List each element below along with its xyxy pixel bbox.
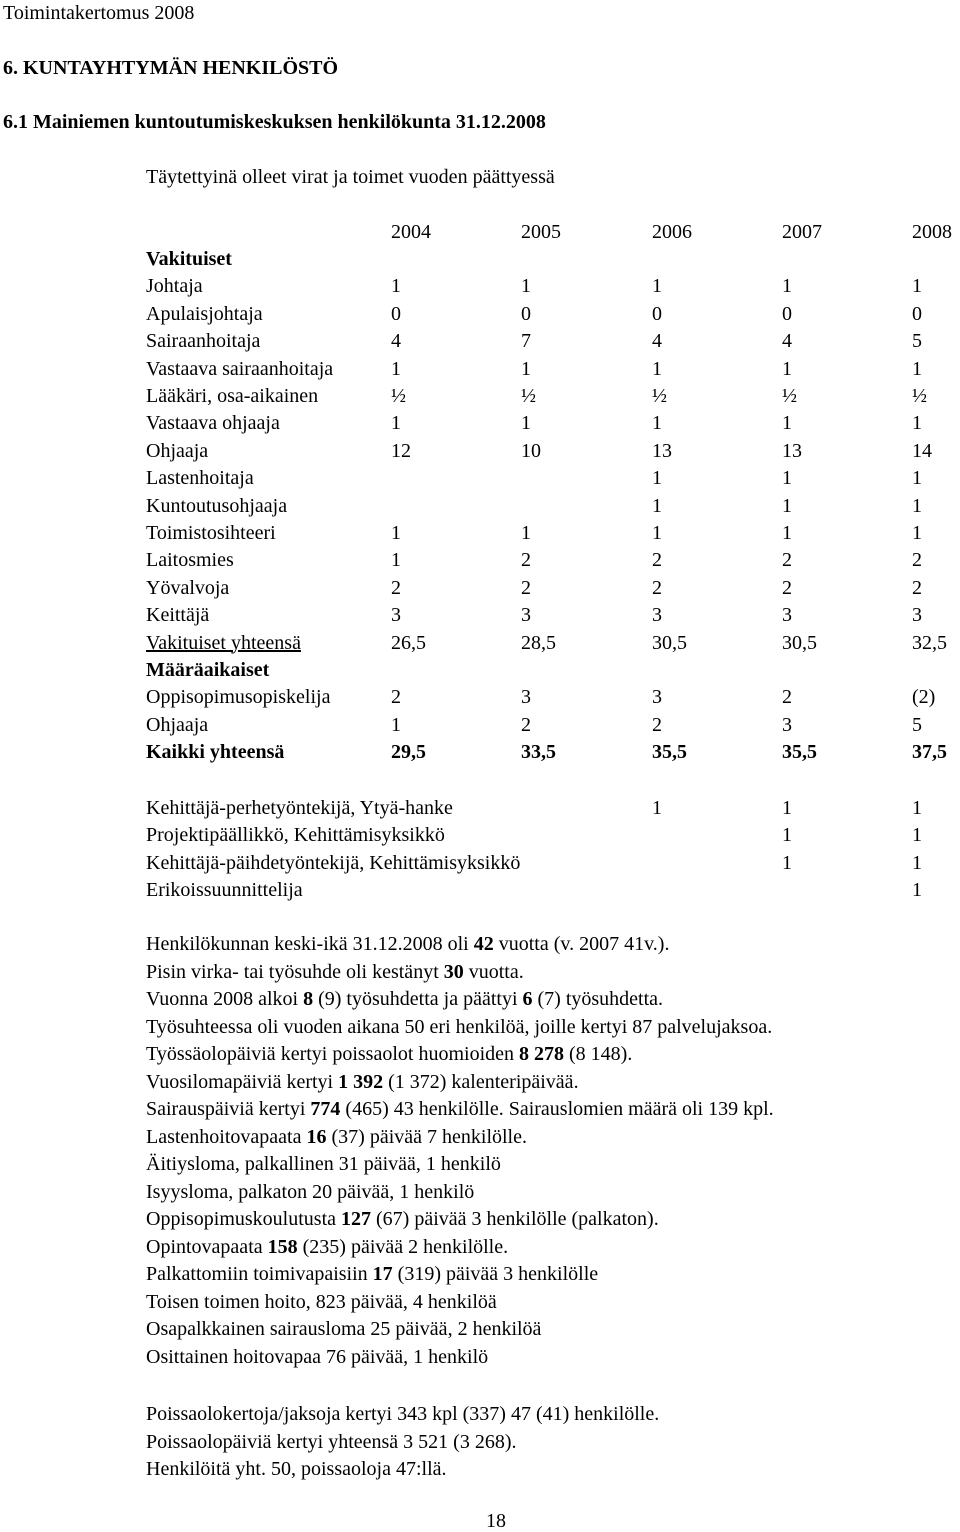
stat-text: 30 (443, 960, 464, 983)
cell-2007: 1 (782, 275, 792, 298)
cell-2006: 1 (652, 412, 662, 435)
cell-2007: 2 (782, 576, 792, 599)
cell-2008: 1 (912, 275, 922, 298)
section-title: 6. KUNTAYHTYMÄN HENKILÖSTÖ (3, 57, 339, 79)
stat-line (146, 1017, 772, 1037)
stat-text: 16 (306, 1125, 327, 1148)
cell-2004: 1 (391, 357, 401, 380)
cell-2006: 1 (652, 275, 662, 298)
cell-2007: 3 (782, 713, 792, 736)
stat-text: vuotta. (463, 960, 524, 983)
project-row (0, 880, 960, 904)
row-label: Kehittäjä-päihdetyöntekijä, Kehittämisyksikkö (146, 851, 521, 874)
cell-2008: 1 (912, 824, 922, 847)
cell-2005: 0 (521, 302, 531, 325)
cell-2008: 1 (912, 797, 922, 819)
cell-2008: 3 (912, 604, 922, 627)
row-label: Lääkäri, osa-aikainen (146, 385, 319, 407)
cell-2004: 1 (391, 522, 401, 544)
table-row (0, 304, 960, 328)
absence-line: Poissaolopäiviä kertyi yhteensä 3 521 (3 268). (146, 1430, 517, 1453)
cell-2007: 30,5 (782, 631, 817, 654)
stat-text: Toisen toimen hoito, 823 päivää, 4 henkilöä (146, 1290, 497, 1313)
cell-2007: 35,5 (782, 741, 817, 764)
cell-2004: 1 (391, 275, 401, 298)
row-label: Erikoissuunnittelija (146, 878, 303, 901)
stat-line (146, 1347, 488, 1367)
stat-text: Sairauspäiviä kertyi (146, 1098, 311, 1120)
year-header-row (0, 222, 960, 246)
cell-2007: 1 (782, 851, 792, 874)
cell-2008: 37,5 (912, 741, 947, 764)
table-row (0, 715, 960, 739)
cell-2005: 2 (521, 549, 531, 572)
cell-2007: 1 (782, 357, 792, 380)
stat-line (146, 962, 524, 982)
table-row (0, 386, 960, 410)
stat-text: 774 (310, 1098, 341, 1120)
stat-text: Henkilökunnan keski-ikä 31.12.2008 oli (146, 933, 474, 955)
cell-2008: 5 (912, 713, 922, 736)
table-row (0, 441, 960, 465)
table-row (0, 523, 960, 547)
row-label: Toimistosihteeri (146, 522, 276, 544)
cell-2005: ½ (521, 385, 536, 407)
cell-2006: ½ (652, 385, 667, 407)
row-label: Määräaikaiset (146, 659, 270, 681)
stat-text: 42 (473, 933, 494, 955)
row-label: Yövalvoja (146, 576, 230, 599)
table-row (0, 249, 960, 273)
row-label: Projektipäällikkö, Kehittämisyksikkö (146, 824, 445, 847)
subsection-title: 6.1 Mainiemen kuntoutumiskeskuksen henkilökunta 31.12.2008 (3, 111, 546, 133)
row-label: Vastaava sairaanhoitaja (146, 357, 334, 380)
cell-2008: 2 (912, 549, 922, 572)
cell-2004: 4 (391, 330, 401, 353)
stat-text: Osittainen hoitovapaa 76 päivää, 1 henkilö (146, 1345, 489, 1368)
cell-2008: 2 (912, 576, 922, 599)
cell-2007: 1 (782, 797, 792, 819)
table-row (0, 605, 960, 629)
cell-2005: 1 (521, 357, 531, 380)
stat-line (146, 1099, 774, 1119)
table-row (0, 550, 960, 574)
table-caption: Täytettyinä olleet virat ja toimet vuoden päättyessä (146, 166, 555, 188)
absence-line: Henkilöitä yht. 50, poissaoloja 47:llä. (146, 1458, 447, 1480)
stat-text: (465) 43 henkilölle. Sairauslomien määrä oli 139 kpl. (340, 1098, 774, 1120)
cell-2006: 3 (652, 604, 662, 627)
cell-2006: 1 (652, 494, 662, 517)
row-label: Apulaisjohtaja (146, 302, 263, 325)
cell-2004: 29,5 (391, 741, 426, 764)
cell-2006: 2 (652, 549, 662, 572)
stat-text: Isyysloma, palkaton 20 päivää, 1 henkilö (146, 1180, 475, 1203)
cell-2008: 1 (912, 412, 922, 435)
cell-2006: 0 (652, 302, 662, 325)
stat-text: Vuosilomapäiviä kertyi (146, 1070, 339, 1093)
cell-2004: 3 (391, 604, 401, 627)
cell-2006: 4 (652, 330, 662, 353)
cell-2004: 12 (391, 439, 411, 462)
row-label: Ohjaaja (146, 439, 209, 462)
running-header: Toimintakertomus 2008 (3, 2, 195, 24)
stat-line (146, 1044, 632, 1064)
cell-2004: 1 (391, 412, 401, 435)
stat-text: Vuonna 2008 alkoi (146, 988, 304, 1010)
cell-2007: ½ (782, 385, 797, 407)
stat-text: 8 278 (519, 1043, 564, 1065)
cell-2005: 1 (521, 522, 531, 544)
table-row (0, 496, 960, 520)
cell-2004: 2 (391, 576, 401, 599)
stat-text: (37) päivää 7 henkilölle. (326, 1125, 527, 1148)
cell-2006: 1 (652, 522, 662, 544)
cell-2004: 26,5 (391, 631, 426, 654)
project-row (0, 798, 960, 822)
cell-2007: 3 (782, 604, 792, 627)
cell-2006: 3 (652, 686, 662, 709)
cell-2004: 0 (391, 302, 401, 325)
row-label: Johtaja (146, 275, 203, 298)
cell-2008: 0 (912, 302, 922, 325)
cell-2007: 1 (782, 494, 792, 517)
cell-2005: 2 (521, 713, 531, 736)
stat-line (146, 1182, 474, 1202)
stat-line (146, 1292, 497, 1312)
row-label: Kaikki yhteensä (146, 741, 285, 764)
cell-2007: 4 (782, 330, 792, 353)
cell-2008: 14 (912, 439, 932, 462)
cell-2008: ½ (912, 385, 927, 407)
stat-line (146, 1154, 501, 1174)
cell-2007: 1 (782, 824, 792, 847)
cell-2007: 1 (782, 467, 792, 490)
cell-2006: 2 (652, 713, 662, 736)
row-label: Keittäjä (146, 604, 210, 627)
stat-text: 8 (303, 988, 314, 1010)
stat-line (146, 989, 663, 1009)
project-row (0, 853, 960, 877)
row-label: Ohjaaja (146, 713, 209, 736)
stat-text: vuotta (v. 2007 41v.). (493, 933, 670, 955)
stat-text: Opintovapaata (146, 1235, 268, 1258)
cell-2006: 1 (652, 357, 662, 380)
year-header: 2007 (782, 221, 822, 243)
stat-text: Pisin virka- tai työsuhde oli kestänyt (146, 960, 444, 983)
stat-line (146, 1264, 598, 1284)
row-label: Sairaanhoitaja (146, 330, 261, 353)
row-label: Vastaava ohjaaja (146, 412, 280, 435)
cell-2008: (2) (912, 686, 936, 709)
row-label: Lastenhoitaja (146, 467, 254, 490)
stat-text: Oppisopimuskoulutusta (146, 1208, 342, 1230)
stat-text: 6 (522, 988, 533, 1010)
cell-2008: 1 (912, 878, 922, 901)
cell-2008: 1 (912, 467, 922, 490)
cell-2005: 33,5 (521, 741, 556, 764)
cell-2007: 0 (782, 302, 792, 325)
stat-line (146, 1072, 579, 1092)
cell-2007: 2 (782, 549, 792, 572)
cell-2008: 1 (912, 851, 922, 874)
stat-text: Osapalkkainen sairausloma 25 päivää, 2 henkilöä (146, 1318, 542, 1340)
stat-text: Äitiysloma, palkallinen 31 päivää, 1 henkilö (146, 1153, 501, 1175)
cell-2007: 13 (782, 439, 802, 462)
year-header: 2008 (912, 221, 952, 243)
cell-2007: 2 (782, 686, 792, 709)
stat-text: (235) päivää 2 henkilölle. (297, 1235, 509, 1258)
row-label: Oppisopimusopiskelija (146, 686, 331, 709)
cell-2004: 1 (391, 549, 401, 572)
cell-2008: 5 (912, 330, 922, 353)
stat-text: Lastenhoitovapaata (146, 1125, 307, 1148)
table-row (0, 331, 960, 355)
stat-line (146, 1237, 508, 1257)
cell-2004: ½ (391, 385, 406, 407)
cell-2007: 1 (782, 412, 792, 435)
cell-2004: 2 (391, 686, 401, 709)
table-row (0, 359, 960, 383)
year-header: 2004 (391, 221, 431, 243)
stat-text: Työssäolopäiviä kertyi poissaolot huomioiden (146, 1043, 519, 1065)
table-row (0, 468, 960, 492)
stat-text: Työsuhteessa oli vuoden aikana 50 eri henkilöä, joille kertyi 87 palvelujaksoa. (146, 1015, 773, 1038)
cell-2005: 1 (521, 275, 531, 298)
cell-2008: 1 (912, 357, 922, 380)
stat-text: (1 372) kalenteripäivää. (383, 1070, 579, 1093)
cell-2008: 1 (912, 522, 922, 544)
row-label: Vakituiset yhteensä (146, 631, 301, 654)
project-row (0, 825, 960, 849)
cell-2006: 35,5 (652, 741, 687, 764)
table-row (0, 413, 960, 437)
stat-text: 17 (372, 1263, 393, 1285)
cell-2005: 1 (521, 412, 531, 435)
cell-2006: 1 (652, 797, 662, 819)
stat-line (146, 934, 669, 954)
stat-line (146, 1209, 659, 1229)
cell-2005: 7 (521, 330, 531, 353)
stat-line (146, 1319, 541, 1339)
stat-text: 127 (341, 1208, 372, 1230)
stat-text: 158 (267, 1235, 298, 1258)
cell-2006: 13 (652, 439, 672, 462)
table-row (0, 578, 960, 602)
stat-text: (8 148). (564, 1043, 633, 1065)
page-number: 18 (486, 1510, 506, 1532)
absence-line: Poissaolokertoja/jaksoja kertyi 343 kpl (337) 47 (41) henkilölle. (146, 1403, 660, 1425)
cell-2004: 1 (391, 713, 401, 736)
cell-2007: 1 (782, 522, 792, 544)
cell-2005: 10 (521, 439, 541, 462)
cell-2005: 2 (521, 576, 531, 599)
table-row (0, 660, 960, 684)
row-label: Kehittäjä-perhetyöntekijä, Ytyä-hanke (146, 797, 453, 819)
row-label: Laitosmies (146, 549, 234, 572)
year-header: 2005 (521, 221, 561, 243)
table-row (0, 742, 960, 766)
cell-2006: 1 (652, 467, 662, 490)
stat-line (146, 1127, 527, 1147)
stat-text: 1 392 (338, 1070, 384, 1093)
cell-2008: 32,5 (912, 631, 947, 654)
stat-text: (67) päivää 3 henkilölle (palkaton). (371, 1208, 659, 1230)
year-header: 2006 (652, 221, 692, 243)
table-row (0, 276, 960, 300)
row-label: Vakituiset (146, 248, 232, 270)
row-label: Kuntoutusohjaaja (146, 494, 288, 517)
stat-text: (319) päivää 3 henkilölle (392, 1263, 599, 1285)
cell-2005: 3 (521, 604, 531, 627)
stat-text: (9) työsuhdetta ja päättyi (313, 988, 523, 1010)
table-row (0, 633, 960, 657)
stat-text: Palkattomiin toimivapaisiin (146, 1263, 373, 1285)
stat-text: (7) työsuhdetta. (532, 988, 664, 1010)
cell-2006: 30,5 (652, 631, 687, 654)
cell-2005: 28,5 (521, 631, 556, 654)
table-row (0, 687, 960, 711)
cell-2008: 1 (912, 494, 922, 517)
cell-2006: 2 (652, 576, 662, 599)
cell-2005: 3 (521, 686, 531, 709)
